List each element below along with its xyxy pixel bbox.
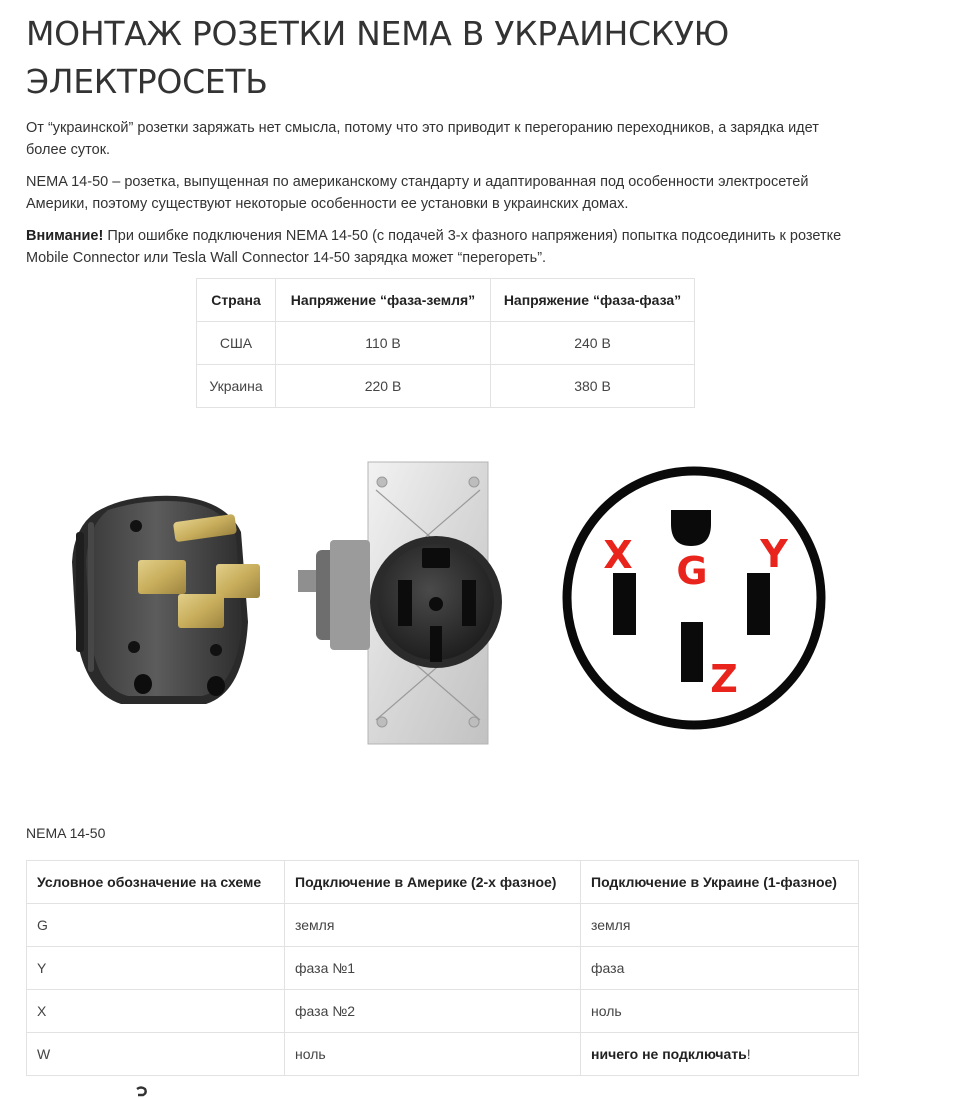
diagram-outline: [567, 471, 821, 725]
table-cell: X: [27, 990, 285, 1033]
ground-slot: [671, 510, 711, 546]
warning-paragraph: [26, 225, 856, 269]
intro-paragraph: От “украинской” розетки заряжать нет смысла, потому что это приводит к перегоранию переходников, а зарядка идет более суток.: [26, 120, 819, 158]
table-cell: W: [27, 1033, 285, 1076]
cropped-text-fragment: [133, 1086, 149, 1098]
column-header: Подключение в Америке (2-х фазное): [285, 861, 581, 904]
table-cell: ноль: [285, 1033, 581, 1076]
nema-wiring-diagram: [560, 466, 828, 732]
table-cell: фаза №1: [285, 947, 581, 990]
table-header-row: [197, 279, 695, 322]
warning-label: Внимание!: [26, 228, 104, 244]
table-cell: 220 В: [276, 365, 491, 408]
z-slot: [681, 622, 703, 682]
table-row: [27, 947, 859, 990]
table-cell: земля: [285, 904, 581, 947]
table-cell: 240 В: [491, 322, 695, 365]
table-row: [197, 322, 695, 365]
nema-plug-image: [66, 492, 266, 710]
diagram-label-x: X: [603, 533, 633, 577]
table-row: [27, 990, 859, 1033]
column-header: Напряжение “фаза-земля”: [276, 279, 491, 322]
table-cell: 380 В: [491, 365, 695, 408]
exclamation: !: [746, 1046, 751, 1062]
table-cell: США: [197, 322, 276, 365]
table-cell: 110 В: [276, 322, 491, 365]
diagram-label-y: Y: [760, 532, 788, 576]
table-cell: Украина: [197, 365, 276, 408]
table-cell: фаза №2: [285, 990, 581, 1033]
bold-instruction: ничего не подключать: [591, 1046, 747, 1062]
image-caption: NEMA 14-50: [26, 825, 106, 841]
y-slot: [747, 573, 770, 635]
nema-description-paragraph: NEMA 14-50 – розетка, выпущенная по американскому стандарту и адаптированная под особенности электросетей Америки, поэтому существуют некоторые особенности ее установки в украинских домах.: [26, 174, 809, 212]
table-cell: ноль: [581, 990, 859, 1033]
table-cell: Y: [27, 947, 285, 990]
diagram-label-g: G: [676, 549, 708, 593]
voltage-table: [196, 278, 695, 408]
column-header: Страна: [197, 279, 276, 322]
table-cell: [581, 1033, 859, 1076]
column-header: Подключение в Украине (1-фазное): [581, 861, 859, 904]
table-cell: фаза: [581, 947, 859, 990]
page-title: МОНТАЖ РОЗЕТКИ NEMA В УКРАИНСКУЮ ЭЛЕКТРОСЕТЬ: [26, 14, 729, 101]
diagram-label-z: Z: [710, 657, 738, 701]
column-header: Условное обозначение на схеме: [27, 861, 285, 904]
table-row: [197, 365, 695, 408]
warning-text: При ошибке подключения NEMA 14-50 (с подачей 3-х фазного напряжения) попытка подсоединить к розетке Mobile Connector или Tesla Wall Connector 14-50 зарядка может “перегореть”.: [26, 228, 842, 266]
x-slot: [613, 573, 636, 635]
table-row: [27, 1033, 859, 1076]
table-row: [27, 904, 859, 947]
column-header: Напряжение “фаза-фаза”: [491, 279, 695, 322]
table-cell: земля: [581, 904, 859, 947]
table-header-row: [27, 861, 859, 904]
table-cell: G: [27, 904, 285, 947]
wiring-table: [26, 860, 859, 1076]
nema-receptacle-image: [296, 460, 506, 745]
